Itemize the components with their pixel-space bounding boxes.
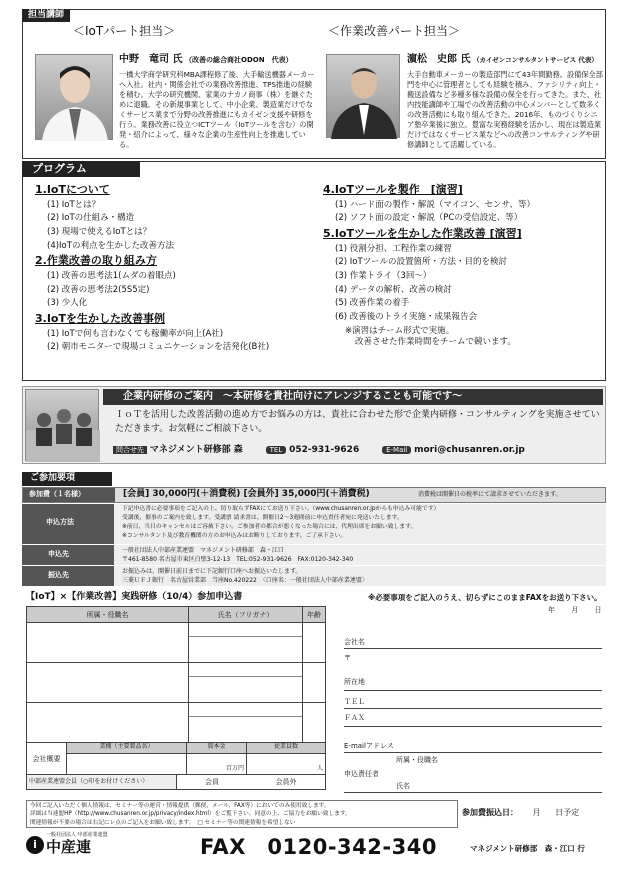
overview-capital-field[interactable] bbox=[187, 754, 247, 774]
right-instructor-name-row bbox=[407, 54, 607, 67]
member-option[interactable]: 会員 bbox=[205, 778, 219, 786]
instructors-section bbox=[22, 9, 606, 159]
program-heading-5: 5.IoTツールを生かした作業改善 [演習] bbox=[323, 227, 522, 240]
to-line: 〒461-8580 名古屋市東区白壁3-12-13 TEL:052-931-9626 FAX:0120-342-340 bbox=[122, 556, 354, 563]
program-heading-2: 2.作業改善の取り組み方 bbox=[35, 254, 157, 268]
program-item: (2) IoTツールの設置箇所・方法・目的を検討 bbox=[335, 257, 507, 268]
org-logo bbox=[26, 832, 106, 858]
col-name: 氏名（フリガナ） bbox=[189, 607, 303, 622]
right-part-title: ＜作業改善パート担当＞ bbox=[328, 24, 461, 38]
form-title: 【IoT】×【作業改善】実践研修（10/4）参加申込書 bbox=[26, 592, 243, 602]
program-item: (2) IoTの仕組み・構造 bbox=[47, 213, 135, 224]
overview-label: 会社概要 bbox=[27, 743, 67, 774]
inhouse-contact bbox=[113, 445, 603, 456]
bank-row bbox=[22, 566, 606, 586]
program-item: (5) 改善作業の着手 bbox=[335, 298, 410, 309]
due-day: 日予定 bbox=[555, 808, 580, 817]
org-small: 一般社団法人 中部産業連盟 bbox=[46, 832, 108, 838]
program-item: (1) IoTとは？ bbox=[47, 199, 101, 210]
resp-label: 申込責任者 bbox=[344, 770, 379, 778]
program-item: (4)IoTの利点を生かした改善方法 bbox=[47, 240, 174, 251]
program-section bbox=[22, 161, 606, 381]
participants-header bbox=[27, 607, 325, 623]
bank-text bbox=[122, 567, 602, 585]
fee-note: 消費税は開催日の税率にて請求させていただきます。 bbox=[418, 491, 562, 498]
dept-line: マネジメント研修部 森・江口 行 bbox=[470, 844, 585, 853]
program-item: (2) 朝市モニターで現場コミュニケーションを活発化(B社) bbox=[47, 342, 270, 353]
tel-label: ＴＥＬ bbox=[344, 698, 365, 706]
overview-employees-field[interactable] bbox=[247, 754, 325, 774]
org-mark-icon: i bbox=[26, 836, 44, 854]
apply-text bbox=[122, 505, 602, 541]
overview-col-capital: 資本金 bbox=[187, 743, 247, 753]
resp-name-label: 氏名 bbox=[396, 782, 410, 790]
postal-label: 〒 bbox=[344, 654, 351, 662]
apply-label: 申込方法 bbox=[22, 504, 114, 544]
due-month: 月 bbox=[532, 808, 541, 817]
col-position: 所属・役職名 bbox=[27, 607, 189, 622]
privacy-line: 詳細は当連盟HP（http://www.chusanren.or.jp/privacy/index.html）をご覧下さい。同意の上、ご協力をお願い致します。 bbox=[30, 811, 351, 818]
program-item: (4) データの解析、改善の検討 bbox=[335, 284, 452, 295]
tel-tag: TEL bbox=[266, 446, 287, 454]
to-label: 申込先 bbox=[22, 545, 114, 565]
requirements-section bbox=[22, 472, 606, 588]
left-instructor-affil: （改善の総合商社ODON 代表） bbox=[185, 56, 293, 64]
participant-row[interactable] bbox=[27, 663, 325, 703]
privacy-line[interactable]: 関連情報が不要の場合は右記にレ点のご記入をお願い致します。 □ セミナー等の関連情報を希望しない bbox=[30, 819, 296, 826]
instructor-photo-right bbox=[326, 54, 400, 138]
form-date bbox=[548, 606, 601, 615]
program-item: (1) 改善の思考法1(ムダの着眼点) bbox=[47, 271, 176, 281]
form-notice: ※必要事項をご記入のうえ、切らずにこのままFAXをお送り下さい。 bbox=[368, 593, 602, 602]
contact-name: マネジメント研修部 森 bbox=[149, 445, 243, 455]
payment-due bbox=[462, 808, 602, 818]
program-title: プログラム bbox=[22, 161, 140, 177]
to-line: 一般社団法人中部産業連盟 マネジメント研修部 森・江口 bbox=[122, 547, 284, 554]
fax-number: FAX 0120-342-340 bbox=[200, 835, 437, 859]
to-text bbox=[122, 546, 602, 564]
fee-label: 参加費（１名様） bbox=[23, 488, 115, 502]
fee-row bbox=[22, 487, 606, 503]
overview-industry-field[interactable] bbox=[67, 754, 187, 774]
program-item: (1) ハード面の製作・解説（マイコン、センサ、等） bbox=[335, 199, 535, 210]
due-label: 参加費振込日： bbox=[462, 808, 518, 817]
bank-label: 振込先 bbox=[22, 566, 114, 586]
email-label: E-mailアドレス bbox=[344, 742, 394, 750]
to-row bbox=[22, 545, 606, 565]
right-instructor-name: 濵松 史郎 氏 bbox=[407, 54, 471, 65]
program-right-column bbox=[323, 180, 603, 348]
date-month-label: 月 bbox=[571, 606, 579, 614]
date-day-label: 日 bbox=[594, 606, 602, 614]
program-note: ※演習はチーム形式で実施。 bbox=[345, 325, 455, 336]
inhouse-body: ＩｏＴを活用した改善活動の進め方でお悩みの方は、貴社に合わせた形で企業内研修・コンサルティングを実施させていただきます。お気軽にご相談下さい。 bbox=[115, 410, 600, 434]
org-name: 中産連 bbox=[46, 838, 92, 856]
participant-row[interactable] bbox=[27, 703, 325, 743]
nonmember-option[interactable]: 会員外 bbox=[275, 778, 297, 786]
program-item: (1) 役割分担、工程作業の練習 bbox=[335, 243, 452, 254]
apply-line: 下記申込書に必要事項をご記入の上、切り取らずFAXにてお送り下さい。（www.chusanren.or.jpからも申込み可能です） bbox=[122, 506, 440, 512]
apply-line: ※コンサルタント及び教育機関の方のお申込みはお断りしております。ご了承下さい。 bbox=[122, 532, 347, 539]
participants-table bbox=[26, 606, 326, 790]
program-item: (2) ソフト面の設定・解説（PCの受信設定、等） bbox=[335, 213, 523, 224]
fax-label: ＦＡＸ bbox=[344, 714, 365, 722]
program-item: (3) 作業トライ（3回～） bbox=[335, 271, 432, 281]
bank-line: 三菱ＵＦＪ銀行 名古屋営業部 当座No.420222 〈口座名：一般社団法人中部産業連盟〉 bbox=[122, 577, 368, 584]
program-item: (3) 現場で使えるIoTとは？ bbox=[47, 227, 152, 237]
left-instructor-bio: 一橋大学商学研究科MBA課程修了後、大手輸送機器メーカーへ入社。社内・関係会社での業務改善推進、TPS推進の経験を積む。大学の研究機関、家業のナカノ商事（株）を継ぐために退職。その新規事業として、中小企業、製造業だけでなくサービス業まで分野の改善推進にもカイゼン支援や研修を行う。業務改善に役立つICTツール（IoTツールを含む）の開発・紹介によって、様々な企業の生産性向上を推進している。 bbox=[119, 70, 315, 149]
program-heading-3: 3.IoTを生かした改善事例 bbox=[35, 311, 165, 325]
right-instructor-bio: 大手自動車メーカーの製造部門にて43年間勤務。設備保全部門を中心に管理者としても経験を積み、ファシリティ向上・搬送設備など多種多様な設備の保全を行ってきた。また、社内技能講師や工場での改善活動の中心メンバーとして数多くの改善活動にも取り組んできた。2016年、ものづくりシニア塾卒業後に独立。豊富な実務経験を活かし、現在は製造業だけではなくサービス業などへの改善コンサルティングや研修講師として活躍している。 bbox=[407, 70, 603, 149]
company-overview bbox=[27, 743, 325, 775]
contact-tel: 052-931-9626 bbox=[289, 445, 360, 455]
right-instructor-affil: （カイゼンコンサルタントサービス 代表） bbox=[473, 56, 598, 64]
bank-line: お振込みは、開催日前日までに下記銀行口座へお振込いたします。 bbox=[122, 568, 302, 575]
left-instructor-name: 中野 竜司 氏 bbox=[119, 54, 183, 65]
program-left-column bbox=[35, 180, 325, 353]
left-instructor-name-row bbox=[119, 54, 319, 67]
membership-label: 中部産業連盟会員（○印をお付けください） bbox=[27, 775, 177, 789]
program-heading-1: 1.IoTについて bbox=[35, 183, 110, 196]
unit-people: 人 bbox=[316, 765, 323, 772]
col-age: 年齢 bbox=[307, 611, 321, 619]
mail-tag: E-Mail bbox=[382, 446, 411, 454]
left-part-title: ＜IoTパート担当＞ bbox=[73, 24, 176, 38]
contact-email[interactable]: mori@chusanren.or.jp bbox=[414, 445, 525, 455]
instructors-tag: 担当講師 bbox=[22, 9, 70, 22]
program-item: (6) 改善後のトライ実施・成果報告会 bbox=[335, 311, 477, 322]
overview-col-employees: 従業員数 bbox=[273, 743, 298, 750]
privacy-line: 今回ご記入いただく個人情報は、セミナー等の運営・情報提供（郵便、メール、FAX等）においてのみ使用致します。 bbox=[30, 803, 330, 809]
unit-million-yen: 百万円 bbox=[225, 765, 244, 772]
date-year-label: 年 bbox=[548, 606, 555, 614]
apply-line: 受講後、催事のご案内を致します。受講票 請求書は、開催日2～3週間前に申込責任者宛に発送いたします。 bbox=[122, 514, 403, 521]
program-heading-4: 4.IoTツールを製作 [演習] bbox=[323, 183, 463, 196]
instructor-photo-left bbox=[35, 54, 113, 140]
contact-tag: 問合せ先 bbox=[113, 446, 147, 454]
resp-pos-label: 所属・役職名 bbox=[396, 756, 438, 764]
program-item: (2) 改善の思考法2(5S5定) bbox=[47, 284, 150, 295]
address-label: 所在地 bbox=[344, 678, 365, 686]
company-label: 会社名 bbox=[344, 638, 365, 646]
participant-row[interactable] bbox=[27, 623, 325, 663]
membership-row bbox=[27, 775, 325, 789]
program-item: (1) IoTで何も言わなくても稼働率が向上(A社) bbox=[47, 328, 224, 339]
requirements-title: ご参加要項 bbox=[22, 472, 112, 486]
apply-row bbox=[22, 504, 606, 544]
overview-col-industry: 業種（主要製品名） bbox=[67, 743, 187, 753]
meeting-photo bbox=[25, 389, 99, 461]
fee-value: [会員] 30,000円(＋消費税) [会員外] 35,000円(＋消費税) bbox=[123, 489, 370, 499]
inhouse-section bbox=[22, 386, 606, 464]
program-item: (3) 少人化 bbox=[47, 298, 88, 309]
apply-line: ※前日、当日のキャンセルはご容赦下さい。ご参加者の都合が悪くなった場合には、代理出席をお願い致します。 bbox=[122, 523, 417, 530]
inhouse-title: 企業内研修のご案内 ～本研修を貴社向けにアレンジすることも可能です～ bbox=[103, 389, 603, 405]
program-note: 改善させた作業時間をチームで競います。 bbox=[355, 337, 516, 348]
privacy-box bbox=[26, 800, 458, 828]
